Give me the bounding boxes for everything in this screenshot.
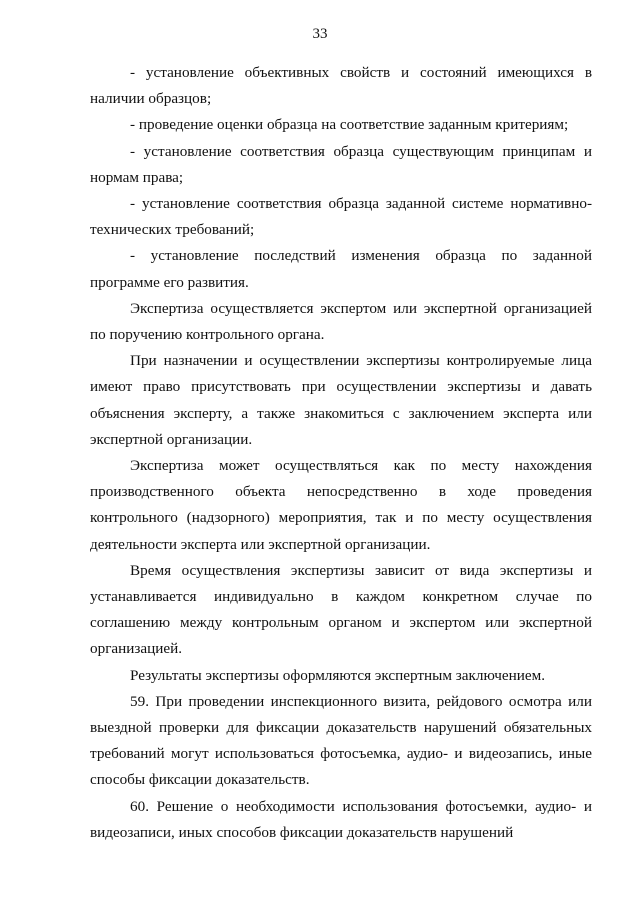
- paragraph: - установление соответствия образца заданной системе нормативно-технических требований;: [90, 195, 592, 239]
- page-number: 33: [312, 26, 328, 42]
- paragraph: Экспертиза может осуществляться как по месту нахождения производственного объекта непосредственно в ходе проведения контрольного (надзорного) мероприятия, так и по месту осуществления деятельности эксперта или экспертной организации.: [90, 457, 592, 553]
- paragraph: Время осуществления экспертизы зависит от вида экспертизы и устанавливается индивидуально в каждом конкретном случае по соглашению между контрольным органом и экспертом или экспертной организацией.: [90, 561, 592, 658]
- paragraph: - установление соответствия образца существующим принципам и нормам права;: [90, 142, 592, 186]
- paragraph: При назначении и осуществлении экспертизы контролируемые лица имеют право присутствовать при осуществлении экспертизы и давать объяснения эксперту, а также знакомиться с заключением эксперта или экспертной организации.: [90, 352, 592, 448]
- paragraph: - установление последствий изменения образца по заданной программе его развития.: [90, 247, 592, 291]
- paragraph: - установление объективных свойств и состояний имеющихся в наличии образцов;: [90, 64, 592, 108]
- paragraph: - проведение оценки образца на соответствие заданным критериям;: [130, 116, 569, 134]
- paragraph: 59. При проведении инспекционного визита, рейдового осмотра или выездной проверки для фиксации доказательств нарушений обязательных требований могут использоваться фотосъемка, аудио- и видеозапись, иные способы фиксации доказательств.: [90, 692, 592, 789]
- paragraph: 60. Решение о необходимости использования фотосъемки, аудио- и видеозаписи, иных способов фиксации доказательств нарушений: [90, 797, 592, 841]
- page-body: [90, 60, 592, 846]
- paragraph: Результаты экспертизы оформляются экспертным заключением.: [130, 666, 546, 684]
- paragraph: Экспертиза осуществляется экспертом или экспертной организацией по поручению контрольного органа.: [90, 299, 592, 344]
